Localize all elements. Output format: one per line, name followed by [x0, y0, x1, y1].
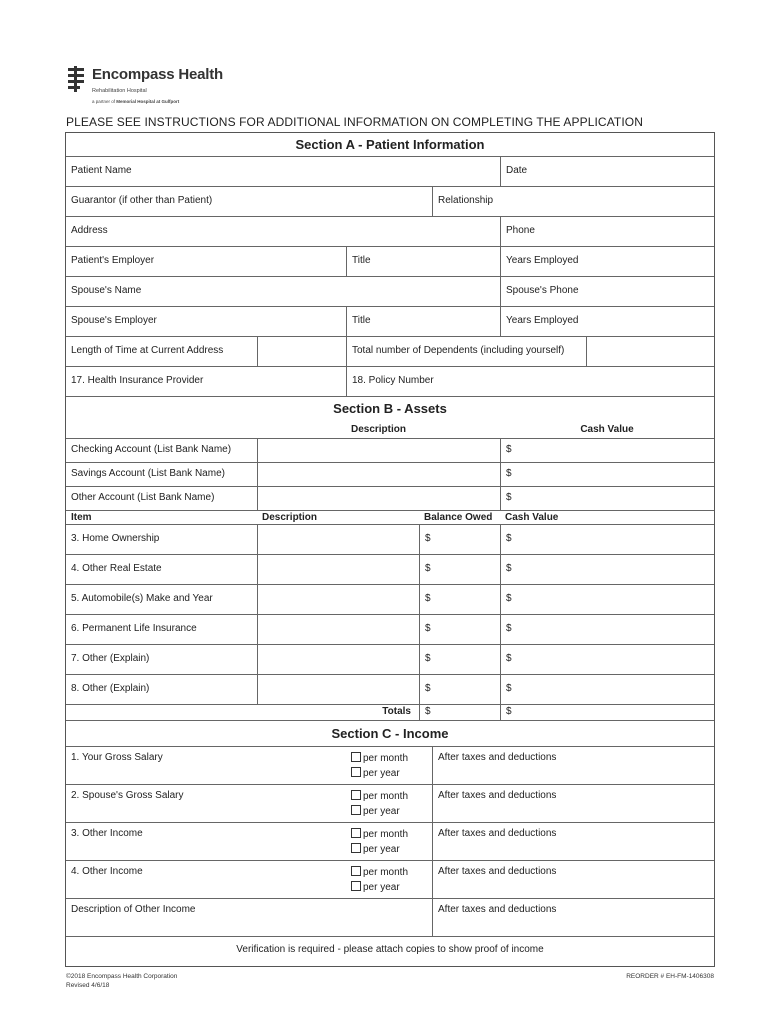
totals-balance[interactable]: $ [419, 705, 500, 720]
totals-row [66, 705, 714, 721]
per-month-checkbox[interactable] [351, 828, 361, 838]
per-year-checkbox[interactable] [351, 881, 361, 891]
income-period [346, 823, 432, 860]
income-label: 2. Spouse's Gross Salary [71, 790, 184, 801]
asset-row [66, 525, 714, 555]
bank-label: Checking Account (List Bank Name) [71, 444, 232, 455]
asset-row [66, 555, 714, 585]
asset-cash-input[interactable]: $ [500, 615, 714, 644]
cash-value-header: Cash Value [580, 424, 634, 435]
asset-balance-input[interactable]: $ [419, 645, 500, 674]
per-month-checkbox[interactable] [351, 790, 361, 800]
bank-cash-input[interactable]: $ [500, 487, 714, 510]
other-income-description-row [66, 899, 714, 937]
income-period [346, 861, 432, 898]
income-label: 3. Other Income [71, 828, 143, 839]
per-month-option[interactable] [351, 865, 432, 880]
after-taxes-field[interactable]: After taxes and deductions [432, 899, 714, 936]
per-year-label: per year [363, 768, 400, 779]
per-year-label: per year [363, 844, 400, 855]
asset-label: 7. Other (Explain) [71, 653, 150, 664]
asset-balance-input[interactable]: $ [419, 525, 500, 554]
bank-row [66, 463, 714, 487]
row-insurance [66, 367, 714, 397]
partner-line [92, 99, 179, 104]
per-year-option[interactable] [351, 804, 432, 819]
brand-name: Encompass Health [92, 66, 224, 83]
income-row [66, 823, 714, 861]
description-other-income-field[interactable]: Description of Other Income [71, 904, 196, 915]
item-description-header: Description [262, 512, 318, 523]
per-year-label: per year [363, 806, 400, 817]
dependents-label: Total number of Dependents (including yourself) [346, 337, 586, 366]
asset-cash-input[interactable]: $ [500, 525, 714, 554]
item-header: Item [71, 512, 92, 523]
guarantor-field[interactable]: Guarantor (if other than Patient) [71, 195, 213, 206]
length-of-time-label: Length of Time at Current Address [71, 345, 224, 356]
per-month-checkbox[interactable] [351, 866, 361, 876]
asset-label: 5. Automobile(s) Make and Year [71, 593, 213, 604]
bank-row [66, 439, 714, 463]
asset-row [66, 585, 714, 615]
dependents-input[interactable] [586, 337, 714, 366]
bank-description-input[interactable] [257, 439, 500, 462]
per-month-label: per month [363, 753, 409, 764]
asset-cash-input[interactable]: $ [500, 555, 714, 584]
per-month-option[interactable] [351, 751, 432, 766]
row-spouse-name [66, 277, 714, 307]
bank-cash-input[interactable]: $ [500, 439, 714, 462]
description-header: Description [350, 424, 406, 435]
per-year-option[interactable] [351, 766, 432, 781]
verification-row [66, 937, 714, 966]
asset-row [66, 675, 714, 705]
per-year-checkbox[interactable] [351, 805, 361, 815]
income-period [346, 785, 432, 822]
asset-description-input[interactable] [257, 675, 419, 704]
cash-value-header-2: Cash Value [505, 512, 559, 523]
asset-balance-input[interactable]: $ [419, 615, 500, 644]
bank-cash-input[interactable]: $ [500, 463, 714, 486]
reorder-number: REORDER # EH-FM-1406308 [626, 973, 714, 980]
asset-balance-input[interactable]: $ [419, 585, 500, 614]
bank-row [66, 487, 714, 511]
revised-date: Revised 4/6/18 [66, 982, 110, 989]
application-form [65, 132, 715, 967]
asset-description-input[interactable] [257, 615, 419, 644]
encompass-logo-icon [66, 66, 88, 96]
brand-subtitle: Rehabilitation Hospital [92, 88, 147, 94]
row-spouse-employer [66, 307, 714, 337]
asset-label: 6. Permanent Life Insurance [71, 623, 197, 634]
spouses-name-field[interactable]: Spouse's Name [71, 285, 142, 296]
income-row [66, 861, 714, 899]
per-year-option[interactable] [351, 880, 432, 895]
income-label: 1. Your Gross Salary [71, 752, 163, 763]
years-employed-field-2[interactable]: Years Employed [500, 307, 714, 336]
income-row [66, 747, 714, 785]
totals-cash[interactable]: $ [500, 705, 714, 720]
length-of-time-input[interactable] [257, 337, 346, 366]
date-field[interactable]: Date [500, 157, 714, 186]
title-field-1[interactable]: Title [346, 247, 500, 276]
policy-number-field[interactable]: 18. Policy Number [346, 367, 714, 396]
bank-description-input[interactable] [257, 487, 500, 510]
per-month-label: per month [363, 867, 409, 878]
asset-cash-input[interactable]: $ [500, 645, 714, 674]
section-b-title: Section B - Assets [333, 401, 447, 416]
per-year-checkbox[interactable] [351, 767, 361, 777]
section-a-header [66, 133, 714, 157]
asset-cash-input[interactable]: $ [500, 585, 714, 614]
address-field[interactable]: Address [71, 225, 108, 236]
section-c-title: Section C - Income [331, 726, 449, 741]
row-guarantor [66, 187, 714, 217]
partner-prefix: a partner of [92, 99, 117, 104]
spouses-phone-field[interactable]: Spouse's Phone [500, 277, 714, 306]
asset-description-input[interactable] [257, 555, 419, 584]
insurance-provider-field[interactable]: 17. Health Insurance Provider [71, 375, 204, 386]
income-label: 4. Other Income [71, 866, 143, 877]
per-year-option[interactable] [351, 842, 432, 857]
section-c-header [66, 721, 714, 747]
after-taxes-field[interactable]: After taxes and deductions [432, 861, 714, 898]
copyright: ©2018 Encompass Health Corporation [66, 973, 178, 980]
after-taxes-field[interactable]: After taxes and deductions [432, 747, 714, 784]
asset-label: 4. Other Real Estate [71, 563, 162, 574]
partner-name: Memorial Hospital at Gulfport [116, 99, 180, 104]
per-month-option[interactable] [351, 827, 432, 842]
years-employed-field-1[interactable]: Years Employed [500, 247, 714, 276]
asset-description-input[interactable] [257, 525, 419, 554]
bank-description-input[interactable] [257, 463, 500, 486]
asset-label: 3. Home Ownership [71, 533, 160, 544]
section-a-title: Section A - Patient Information [295, 137, 485, 152]
row-address [66, 217, 714, 247]
per-month-label: per month [363, 791, 409, 802]
items-header-row [66, 511, 714, 525]
per-month-checkbox[interactable] [351, 752, 361, 762]
asset-label: 8. Other (Explain) [71, 683, 150, 694]
per-month-label: per month [363, 829, 409, 840]
spouses-employer-field[interactable]: Spouse's Employer [71, 315, 157, 326]
patients-employer-field[interactable]: Patient's Employer [71, 255, 155, 266]
asset-balance-input[interactable]: $ [419, 675, 500, 704]
bank-label: Other Account (List Bank Name) [71, 492, 215, 503]
per-month-option[interactable] [351, 789, 432, 804]
bank-label: Savings Account (List Bank Name) [71, 468, 225, 479]
title-field-2[interactable]: Title [346, 307, 500, 336]
income-row [66, 785, 714, 823]
asset-description-input[interactable] [257, 645, 419, 674]
instructions-banner: PLEASE SEE INSTRUCTIONS FOR ADDITIONAL INFORMATION ON COMPLETING THE APPLICATION [66, 115, 643, 129]
verification-note: Verification is required - please attach copies to show proof of income [236, 944, 544, 955]
asset-cash-input[interactable]: $ [500, 675, 714, 704]
asset-row [66, 615, 714, 645]
income-period [346, 747, 432, 784]
per-year-label: per year [363, 882, 400, 893]
balance-owed-header: Balance Owed [424, 512, 493, 523]
totals-label: Totals [382, 706, 411, 717]
section-b-header [66, 397, 714, 421]
row-length-of-time [66, 337, 714, 367]
asset-row [66, 645, 714, 675]
relationship-field[interactable]: Relationship [432, 187, 714, 216]
asset-balance-input[interactable]: $ [419, 555, 500, 584]
phone-field[interactable]: Phone [500, 217, 714, 246]
after-taxes-field[interactable]: After taxes and deductions [432, 785, 714, 822]
row-patient-employer [66, 247, 714, 277]
asset-description-input[interactable] [257, 585, 419, 614]
assets-header-row [66, 421, 714, 439]
patient-name-field[interactable]: Patient Name [71, 165, 132, 176]
after-taxes-field[interactable]: After taxes and deductions [432, 823, 714, 860]
per-year-checkbox[interactable] [351, 843, 361, 853]
row-patient-name [66, 157, 714, 187]
